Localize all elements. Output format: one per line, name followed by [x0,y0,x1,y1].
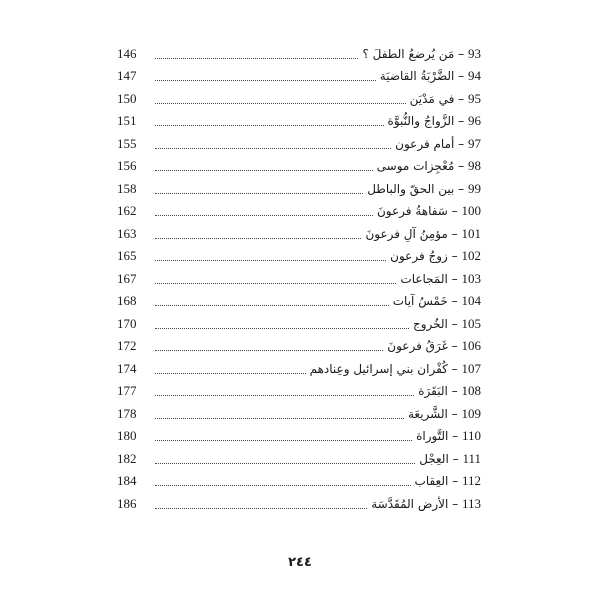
toc-dash: – [454,114,468,128]
toc-page-number: 158 [117,180,137,196]
toc-entry [413,316,481,334]
dot-leader [155,463,415,464]
toc-entry [419,451,481,469]
toc-dash: – [447,294,462,308]
toc-dash: – [448,429,462,443]
page-number: ٢٤٤ [288,555,312,570]
toc-dash: – [448,496,462,511]
dot-leader [155,215,373,216]
toc-entry-number: 101 [461,225,481,241]
dot-leader [155,440,412,441]
toc-row [117,469,481,492]
toc-entry-number: 104 [461,293,481,308]
toc-dash: – [447,361,462,376]
toc-entry-number: 107 [461,360,481,376]
toc-page-number: 178 [117,405,137,421]
toc-dash: – [447,249,462,263]
dot-leader [155,170,373,171]
toc-dash: – [447,339,462,353]
toc-row [117,244,481,267]
toc-dash: – [447,316,462,331]
toc-row [117,221,481,244]
toc-dash: – [447,384,462,398]
toc-entry-title: الضَّرْبَةُ القاضيَة [379,69,455,83]
toc-dash: – [447,406,462,421]
toc-entry-title: مُعْجِزات موسى [376,159,455,173]
toc-entry-title: خَمْسُ آيات [392,294,448,308]
toc-row [117,64,481,87]
toc-page-number: 151 [117,113,137,128]
toc-entry [410,91,481,109]
toc-entry-title: المَجاعات [400,271,448,286]
toc-page-number: 167 [117,270,137,286]
toc-dash: – [447,226,462,241]
toc-entry [377,203,481,221]
dot-leader [155,260,386,261]
toc-entry [377,158,481,176]
toc-entry-title: بين الحقّ والباطل [367,181,455,196]
toc-entry-number: 96 [468,113,481,128]
dot-leader [155,238,361,239]
toc-entry-title: زوجُ فرعون [390,249,448,263]
toc-entry-title: سَفاهةُ فرعونَ [376,204,448,218]
toc-page-number: 172 [117,338,137,353]
toc-row [117,311,481,334]
toc-entry-number: 95 [468,90,481,106]
toc-entry [408,406,481,424]
toc-entry [310,361,481,379]
toc-entry-number: 102 [461,248,481,263]
toc-entry-title: العِجْل [419,451,449,466]
toc-row [117,356,481,379]
toc-page-number: 146 [117,45,137,61]
toc-dash: – [454,46,468,61]
dot-leader [155,395,414,396]
toc-entry [415,473,481,491]
toc-page-number: 186 [117,495,137,511]
toc-row [117,154,481,177]
toc-entry [387,338,481,356]
toc-entry-title: الشَّريعَة [407,406,448,421]
toc-dash: – [448,451,463,466]
toc-entry-title: العِقاب [414,474,449,488]
toc-entry [365,226,481,244]
toc-entry-title: غَرَقُ فرعونَ [387,339,448,353]
toc-row [117,176,481,199]
dot-leader [155,305,389,306]
toc-entry [395,136,481,154]
toc-entry-title: التَّوراة [416,429,449,443]
toc-row [117,424,481,447]
toc-dash: – [447,204,462,218]
toc-row [117,446,481,469]
toc-page-number: 156 [117,158,137,173]
toc-page-number: 184 [117,473,137,488]
toc-page-number: 147 [117,68,137,83]
toc-entry-title: في مَدْيَن [409,91,455,106]
toc-page-number: 168 [117,293,137,308]
dot-leader [155,103,406,104]
toc-row [117,491,481,514]
toc-entry-number: 99 [468,180,481,196]
dot-leader [155,328,409,329]
toc-entry-title: مَن يُرضعُ الطفلَ ؟ [362,46,455,61]
toc-entry-title: الخُروج [412,316,448,331]
toc-page-number: 162 [117,203,137,218]
toc-row [117,401,481,424]
dot-leader [155,418,404,419]
toc-page-number: 180 [117,428,137,443]
toc-entry [416,428,481,446]
dot-leader [155,125,384,126]
toc-entry [393,293,481,311]
toc-entry [362,46,481,64]
dot-leader [155,485,411,486]
toc-page-number: 177 [117,383,137,398]
dot-leader [155,80,376,81]
dot-leader [155,148,391,149]
toc-entry-title: مؤمِنُ آلِ فرعونَ [365,226,448,241]
toc-entry [390,248,481,266]
toc-row [117,109,481,132]
toc-entry [367,181,481,199]
toc-entry-number: 98 [468,158,481,173]
toc-entry-number: 106 [461,338,481,353]
toc-entry-number: 93 [468,45,481,61]
toc-entry-number: 110 [461,428,481,443]
toc-dash: – [447,271,462,286]
toc-row [117,86,481,109]
toc-entry-title: كُفْران بني إسرائيل وعِنادهم [309,361,448,376]
dot-leader [155,193,363,194]
toc-entry-number: 103 [461,270,481,286]
toc-dash: – [454,136,468,151]
toc-entry [388,113,481,131]
toc-entry-title: أمام فرعون [395,136,455,151]
toc-entry-number: 100 [461,203,481,218]
toc-row [117,334,481,357]
dot-leader [155,283,396,284]
toc-entry [371,496,481,514]
toc-entry-number: 94 [468,68,481,83]
toc-row [117,289,481,312]
toc-dash: – [454,181,468,196]
toc-page-number: 163 [117,225,137,241]
toc-entry-number: 109 [461,405,481,421]
toc-entry-number: 105 [461,315,481,331]
toc-row [117,379,481,402]
dot-leader [155,508,367,509]
toc-dash: – [448,474,462,488]
toc-dash: – [454,69,468,83]
toc-row [117,199,481,222]
toc-entry-title: الزَّواجُ والنُّبوَّة [387,114,455,128]
toc-page-number: 150 [117,90,137,106]
toc-row [117,41,481,64]
toc-row [117,266,481,289]
dot-leader [155,58,358,59]
toc-page-number: 170 [117,315,137,331]
toc-entry-number: 108 [461,383,481,398]
toc-entry-number: 113 [461,495,481,511]
toc-entry-number: 111 [462,450,481,466]
dot-leader [155,350,383,351]
table-of-contents [117,41,481,514]
toc-entry-number: 97 [468,135,481,151]
toc-page-number: 165 [117,248,137,263]
toc-dash: – [454,159,468,173]
toc-page-number: 155 [117,135,137,151]
toc-entry-title: الأرض المُقَدَّسَة [371,496,449,511]
toc-entry-number: 112 [461,473,481,488]
toc-row [117,131,481,154]
toc-entry-title: البَقَرَة [418,384,448,398]
toc-page-number: 174 [117,360,137,376]
dot-leader [155,373,306,374]
toc-entry [380,68,481,86]
toc-dash: – [454,91,468,106]
toc-entry [400,271,481,289]
toc-page-number: 182 [117,450,137,466]
toc-entry [418,383,481,401]
